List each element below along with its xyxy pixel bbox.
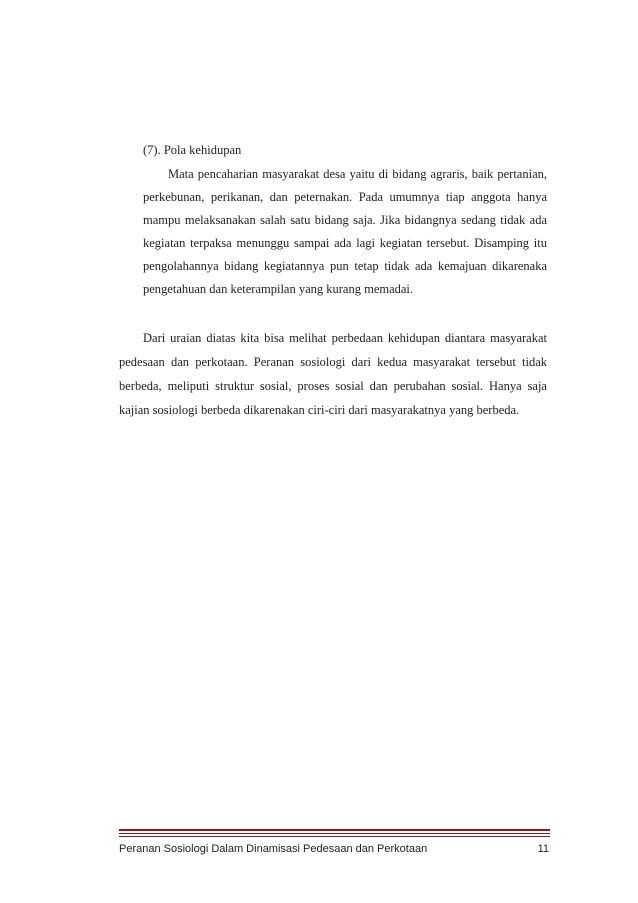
paragraph-1-line: kegiatan terpaksa menunggu sampai ada lagi kegiatan tersebut. Disamping itu	[143, 236, 547, 250]
footer-rule	[119, 829, 550, 831]
paragraph-1-line-last: pengetahuan dan keterampilan yang kurang memadai.	[143, 282, 414, 296]
page-number: 11	[537, 843, 549, 855]
footer-rule	[119, 833, 550, 834]
paragraph-2-line: Dari uraian diatas kita bisa melihat perbedaan kehidupan diantara masyarakat	[143, 331, 547, 345]
section-heading: (7). Pola kehidupan	[143, 143, 242, 157]
paragraph-2-line-last: kajian sosiologi berbeda dikarenakan ciri-ciri dari masyarakatnya yang berbeda.	[119, 403, 520, 417]
paragraph-2-line: berbeda, meliputi struktur sosial, proses sosial dan perubahan sosial. Hanya saja	[119, 379, 547, 393]
paragraph-1-line: pengolahannya bidang kegiatannya pun tetap tidak ada kemajuan dikarenaka	[143, 259, 547, 273]
paragraph-1-line: mampu melaksanakan salah satu bidang saja. Jika bidangnya sedang tidak ada	[143, 213, 547, 227]
paragraph-1-line: perkebunan, perikanan, dan peternakan. Pada umumnya tiap anggota hanya	[143, 190, 547, 204]
paragraph-2-line: pedesaan dan perkotaan. Peranan sosiologi dari kedua masyarakat tersebut tidak	[119, 355, 547, 369]
paragraph-1-line: Mata pencaharian masyarakat desa yaitu di bidang agraris, baik pertanian,	[168, 167, 547, 181]
footer-rule	[119, 836, 550, 837]
footer-title: Peranan Sosiologi Dalam Dinamisasi Pedesaan dan Perkotaan	[119, 843, 428, 855]
